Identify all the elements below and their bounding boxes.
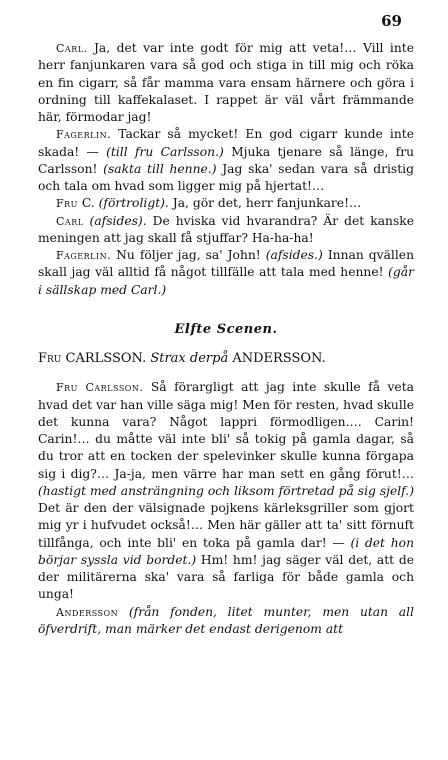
speaker: Andersson	[56, 605, 119, 619]
scene-heading: Elfte Scenen.	[174, 321, 278, 337]
speaker: Carl.	[56, 42, 88, 55]
speaker: Fagerlin.	[56, 128, 112, 142]
speaker: Carl	[56, 214, 84, 228]
paragraph: Carl (afsides). De hviska vid hvarandra? Är det kanske meningen att jag skall få stjuffar? Ha-ha-ha!	[38, 213, 414, 245]
cast-line: Fru CARLSSON. Strax derpå ANDERSSON.	[38, 351, 326, 366]
page-body	[38, 40, 414, 638]
paragraph: Carl. Ja, det var inte godt för mig att veta!… Vill inte herr fanjunkaren vara så god och stiga in till mig och röka en fin cigarr, så får mamma vara ensam härnere och göra i ordning till kaffekalaset. I rappet är väl vårt främmande här, förmodar jag!	[38, 41, 414, 124]
paragraph: Andersson (från fonden, litet munter, men utan all öfverdrift, man märker det endast derigenom att	[38, 604, 414, 636]
paragraph: Fru Carlsson. Så förargligt att jag inte skulle få veta hvad det var han ville säga mig! Men för resten, hvad skulle det kunna vara? Något lappri förmodligen.… Carin! Carin!… du måtte väl inte bli' så tokig på gamla dagar, så du tror att en tocken der spelevinker skulle kunna förgapa sig i dig?… Ja-ja, men värre har man sett en gång förut!… (hastigt med ansträngning och liksom förtretad på sig sjelf.) Det är den der välsignade pojkens kärleksgriller som gjort mig yr i hufvudet också!… Men här gäller att ta' sitt förnuft tillfånga, och inte bli' en toka på gamla dar! — (i det hon börjar syssla vid bordet.) Hm! hm! jag säger väl det, att de der militärerna ska' vara så farliga för både gamla och unga!	[38, 380, 414, 602]
paragraph: Fagerlin. Nu följer jag, sa' John! (afsides.) Innan qvällen skall jag väl alltid få något tillfälle att tala med henne! (går i sällskap med Carl.)	[38, 248, 414, 297]
speaker: Fru	[56, 197, 78, 211]
page-number: 69	[381, 12, 402, 30]
paragraph: Fagerlin. Tackar så mycket! En god cigarr kunde inte skada! — (till fru Carlsson.) Mjuka tjenare så länge, fru Carlsson! (sakta till henne.) Jag ska' sedan vara så dristig och tala om hvad som ligger mig på hjertat!…	[38, 127, 414, 193]
speaker: Fru Carlsson.	[56, 381, 144, 395]
paragraph: Fru C. (förtroligt). Ja, gör det, herr fanjunkare!…	[56, 196, 362, 211]
speaker: Fagerlin.	[56, 249, 112, 262]
